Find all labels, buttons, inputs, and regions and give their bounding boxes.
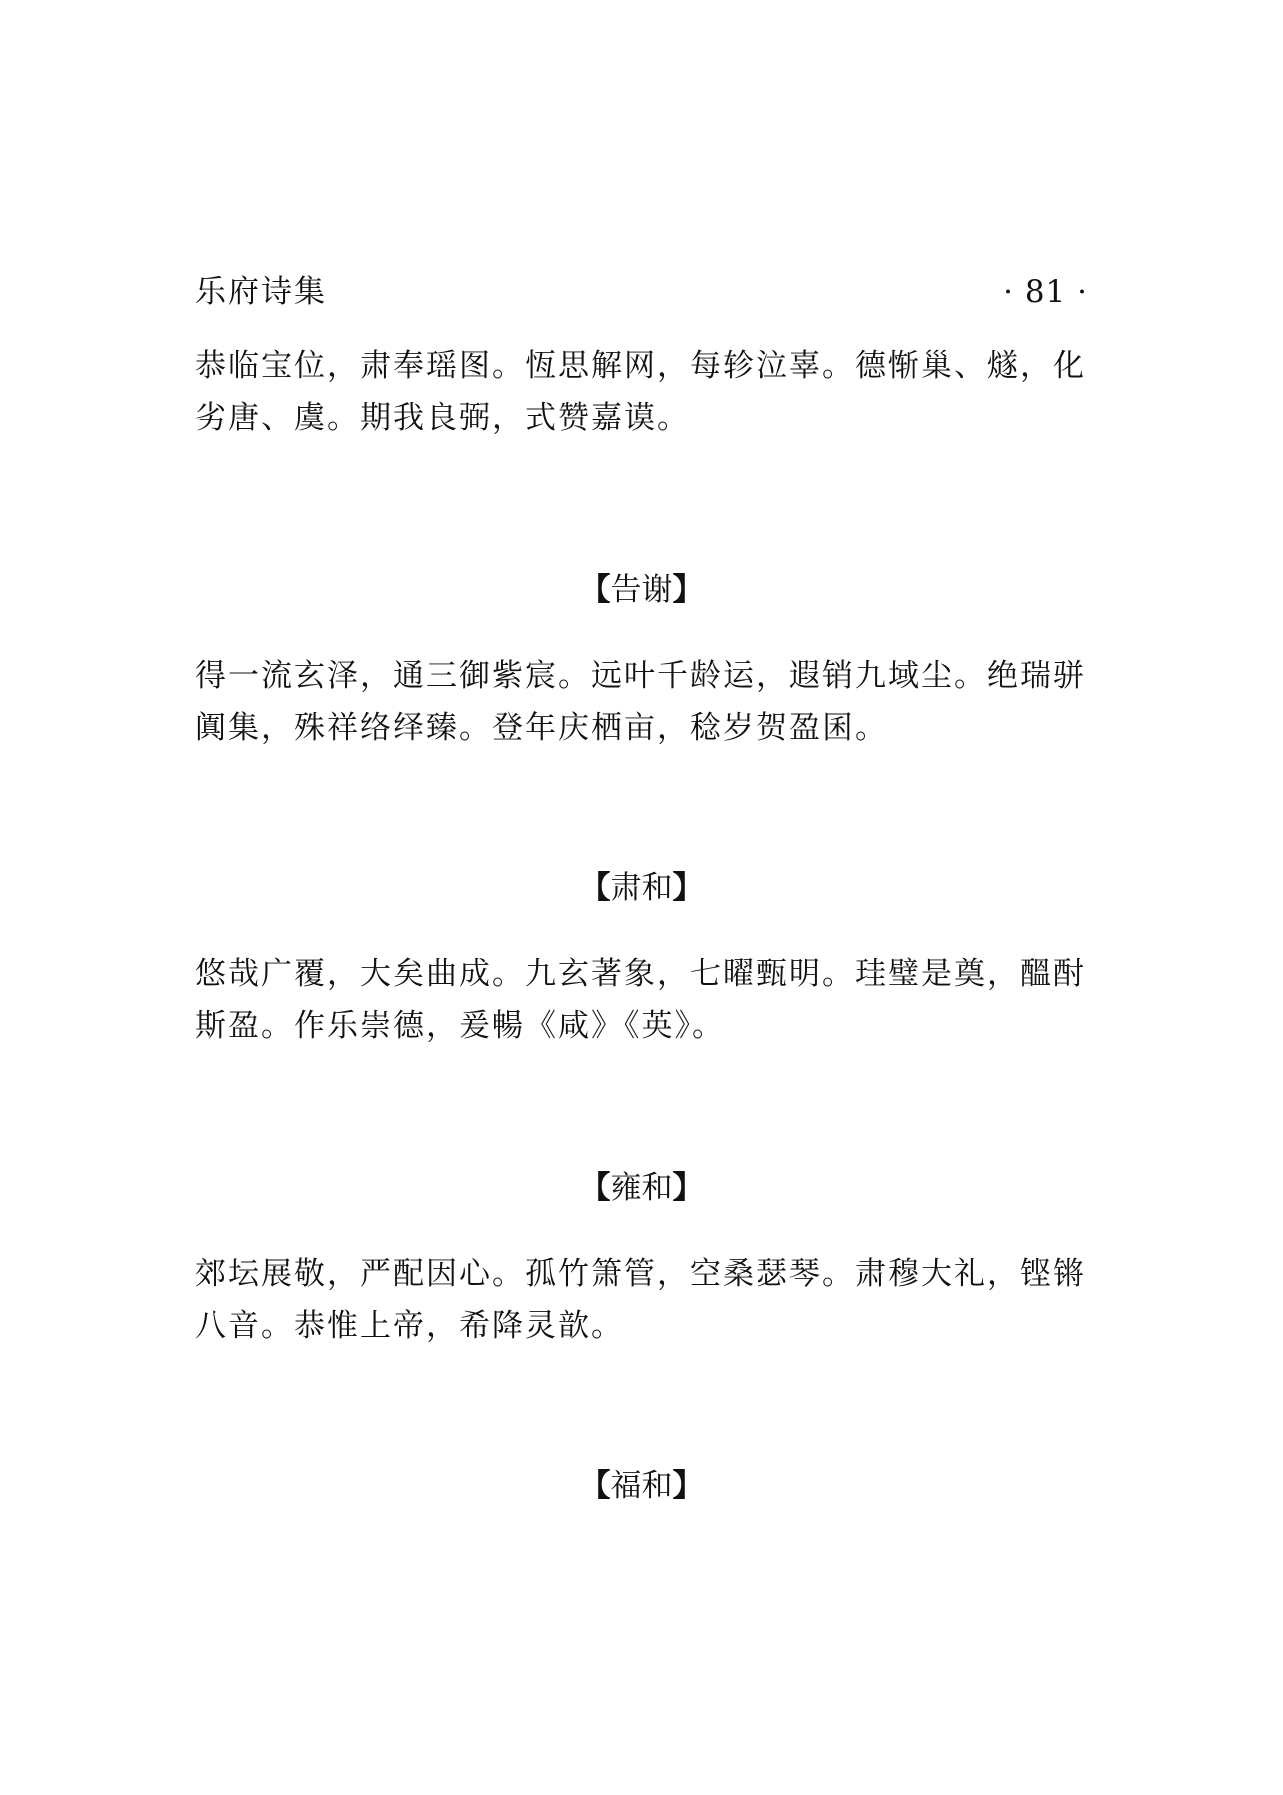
book-title: 乐府诗集 [195, 274, 327, 310]
poem-line: 斯盈。作乐崇德，爰暢《咸》《英》。 [195, 1008, 725, 1044]
page-number: · 81 · [1003, 274, 1088, 310]
poem-paragraph [195, 948, 1088, 1052]
section-title: 福和 [610, 1468, 673, 1504]
close-bracket: 】 [672, 572, 704, 608]
section-heading [0, 1166, 1283, 1210]
running-header [195, 270, 1088, 314]
poem-line: 恭临宝位，肃奉瑶图。恆思解网，每轸泣辜。德惭巢、燧，化 [195, 348, 1086, 384]
section-heading [0, 1464, 1283, 1508]
open-bracket: 【 [579, 1468, 611, 1504]
open-bracket: 【 [579, 572, 611, 608]
poem-paragraph [195, 340, 1088, 444]
poem-paragraph [195, 650, 1088, 754]
poem-paragraph [195, 1248, 1088, 1352]
poem-line: 悠哉广覆，大矣曲成。九玄著象，七曜甄明。珪璧是奠，醞酎 [195, 956, 1086, 992]
open-bracket: 【 [579, 870, 611, 906]
section-title: 肃和 [610, 870, 673, 906]
section-heading [0, 866, 1283, 910]
section-heading [0, 568, 1283, 612]
poem-line: 得一流玄泽，通三御紫宸。远叶千龄运，遐销九域尘。绝瑞骈 [195, 658, 1086, 694]
poem-line: 八音。恭惟上帝，希降灵歆。 [195, 1308, 624, 1344]
poem-line: 郊坛展敬，严配因心。孤竹箫管，空桑瑟琴。肃穆大礼，铿锵 [195, 1256, 1086, 1292]
open-bracket: 【 [579, 1170, 611, 1206]
section-title: 雍和 [610, 1170, 673, 1206]
close-bracket: 】 [672, 1170, 704, 1206]
close-bracket: 】 [672, 870, 704, 906]
section-title: 告谢 [610, 572, 673, 608]
close-bracket: 】 [672, 1468, 704, 1504]
poem-line: 阗集，殊祥络绎臻。登年庆栖亩，稔岁贺盈囷。 [195, 710, 888, 746]
poem-line: 劣唐、虞。期我良弼，式赞嘉谟。 [195, 400, 690, 436]
